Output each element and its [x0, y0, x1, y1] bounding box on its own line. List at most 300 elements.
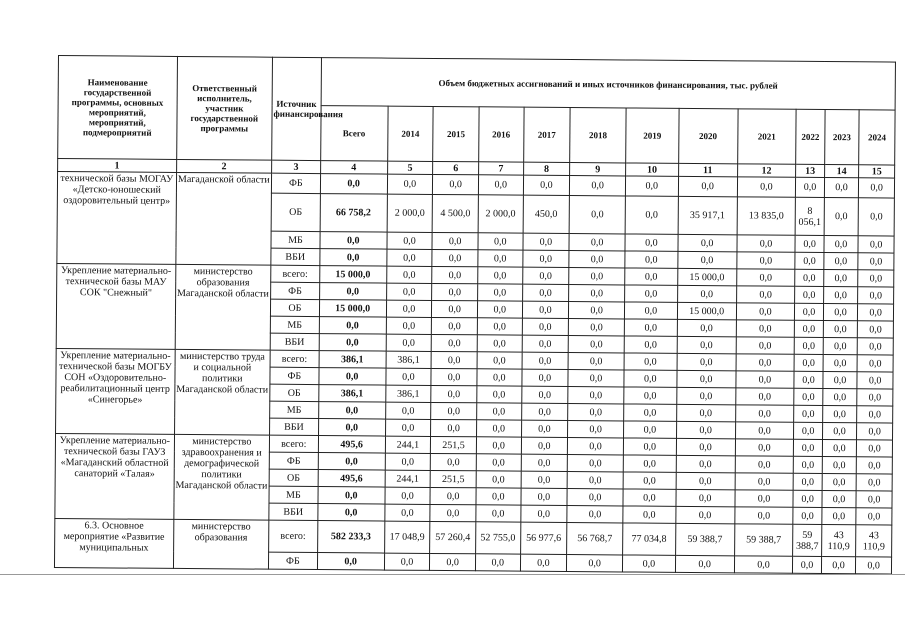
year-value-cell: 0,0 — [625, 268, 678, 285]
year-value-cell: 450,0 — [523, 195, 570, 233]
year-value-cell: 0,0 — [793, 490, 822, 507]
year-value-cell: 244,1 — [385, 436, 431, 453]
year-value-cell: 0,0 — [736, 303, 795, 320]
total-cell: 0,0 — [320, 232, 387, 250]
budget-table-page — [54, 55, 896, 582]
year-value-cell: 0,0 — [822, 508, 857, 525]
year-value-cell: 0,0 — [793, 473, 822, 490]
year-value-cell: 0,0 — [856, 457, 892, 474]
year-value-cell: 0,0 — [567, 489, 623, 506]
source-cell: всего: — [269, 520, 318, 552]
year-value-cell: 386,1 — [385, 385, 431, 402]
year-value-cell: 0,0 — [386, 249, 432, 266]
year-value-cell: 0,0 — [735, 490, 794, 507]
source-cell: ФБ — [271, 173, 320, 193]
header-year-cell: 2014 — [387, 106, 433, 161]
header-total-cell: Всего — [320, 106, 387, 162]
year-value-cell: 0,0 — [477, 318, 522, 335]
year-value-cell: 0,0 — [431, 453, 477, 470]
year-value-cell: 0,0 — [623, 489, 676, 506]
year-value-cell: 0,0 — [858, 236, 894, 253]
source-cell: ОБ — [270, 384, 319, 401]
year-value-cell: 52 755,0 — [476, 522, 521, 554]
year-value-cell: 43 110,9 — [856, 525, 892, 557]
year-value-cell: 0,0 — [622, 555, 675, 572]
year-value-cell: 0,0 — [623, 472, 676, 489]
year-value-cell: 0,0 — [793, 507, 822, 524]
source-cell: ФБ — [269, 452, 318, 469]
year-value-cell: 0,0 — [678, 234, 737, 251]
year-value-cell: 0,0 — [677, 336, 736, 353]
executor-cell: Магаданской области — [176, 172, 272, 265]
year-value-cell: 0,0 — [387, 232, 433, 249]
executor-cell: министерство образования — [173, 519, 269, 569]
year-value-cell: 0,0 — [569, 234, 625, 251]
year-value-cell: 0,0 — [823, 389, 858, 406]
year-value-cell: 0,0 — [476, 454, 521, 471]
column-number: 2 — [176, 159, 271, 173]
column-number: 10 — [626, 163, 679, 176]
year-value-cell: 56 768,7 — [567, 523, 623, 555]
year-value-cell: 0,0 — [676, 489, 735, 506]
year-value-cell: 0,0 — [623, 421, 676, 438]
source-cell: ВБИ — [270, 333, 319, 350]
year-value-cell: 0,0 — [569, 268, 625, 285]
year-value-cell: 0,0 — [623, 438, 676, 455]
year-value-cell: 0,0 — [569, 196, 625, 234]
total-cell: 0,0 — [320, 174, 387, 195]
year-value-cell: 15 000,0 — [677, 268, 736, 285]
year-value-cell: 0,0 — [385, 402, 431, 419]
year-value-cell: 0,0 — [386, 300, 432, 317]
year-value-cell: 0,0 — [521, 454, 568, 471]
year-value-cell: 0,0 — [736, 269, 795, 286]
year-value-cell: 0,0 — [624, 370, 677, 387]
year-value-cell: 0,0 — [521, 386, 568, 403]
year-value-cell: 0,0 — [794, 422, 823, 439]
year-value-cell: 4 500,0 — [432, 194, 478, 232]
year-value-cell: 0,0 — [431, 351, 477, 368]
column-number: 15 — [859, 165, 895, 178]
total-cell: 582 233,3 — [317, 521, 384, 554]
header-year-cell: 2020 — [678, 108, 737, 163]
year-value-cell: 0,0 — [624, 302, 677, 319]
header-year-cell: 2024 — [859, 110, 895, 165]
year-value-cell: 0,0 — [520, 505, 567, 522]
year-value-cell: 59 388,7 — [734, 524, 793, 556]
year-value-cell: 0,0 — [431, 368, 477, 385]
year-value-cell: 0,0 — [623, 506, 676, 523]
year-value-cell: 2 000,0 — [478, 195, 523, 233]
year-value-cell: 0,0 — [384, 504, 430, 521]
total-cell: 495,6 — [318, 470, 385, 488]
year-value-cell: 0,0 — [795, 269, 824, 286]
year-value-cell: 0,0 — [857, 389, 893, 406]
year-value-cell: 0,0 — [385, 453, 431, 470]
year-value-cell: 0,0 — [478, 267, 523, 284]
year-value-cell: 0,0 — [676, 421, 735, 438]
year-value-cell: 0,0 — [736, 354, 795, 371]
total-cell: 0,0 — [319, 317, 386, 335]
year-value-cell: 0,0 — [857, 406, 893, 423]
column-number: 9 — [570, 163, 626, 176]
year-value-cell: 0,0 — [521, 488, 568, 505]
year-value-cell: 0,0 — [477, 369, 522, 386]
year-value-cell: 0,0 — [625, 285, 678, 302]
year-value-cell: 0,0 — [568, 387, 624, 404]
year-value-cell: 0,0 — [735, 388, 794, 405]
year-value-cell: 57 260,4 — [430, 521, 476, 553]
year-value-cell: 0,0 — [859, 178, 895, 198]
budget-allocation-table — [54, 55, 896, 575]
year-value-cell: 0,0 — [568, 336, 624, 353]
year-value-cell: 0,0 — [858, 270, 894, 287]
year-value-cell: 0,0 — [568, 353, 624, 370]
year-value-cell: 0,0 — [568, 404, 624, 421]
column-number: 3 — [272, 160, 321, 173]
year-value-cell: 0,0 — [522, 267, 569, 284]
source-cell: ФБ — [268, 552, 317, 569]
year-value-cell: 0,0 — [794, 354, 823, 371]
year-value-cell: 2 000,0 — [387, 194, 433, 232]
year-value-cell: 0,0 — [523, 175, 570, 195]
total-cell: 0,0 — [319, 283, 386, 301]
year-value-cell: 0,0 — [567, 555, 623, 572]
column-number: 6 — [433, 161, 479, 174]
year-value-cell: 0,0 — [736, 252, 795, 269]
year-value-cell: 0,0 — [822, 457, 857, 474]
header-source-cell: Источник финансирования — [272, 57, 321, 160]
total-cell: 0,0 — [318, 419, 385, 437]
year-value-cell: 0,0 — [522, 301, 569, 318]
column-number: 7 — [478, 162, 523, 175]
source-cell: ФБ — [270, 367, 319, 384]
year-value-cell: 0,0 — [678, 251, 737, 268]
year-value-cell: 0,0 — [522, 335, 569, 352]
year-value-cell: 0,0 — [476, 420, 521, 437]
year-value-cell: 0,0 — [823, 372, 858, 389]
year-value-cell: 0,0 — [433, 174, 479, 194]
year-value-cell: 0,0 — [384, 553, 430, 570]
measure-name-cell: Укрепление материально-технической базы МОГБУ СОН «Оздоровительно-реабилитационный центр «Синегорье» — [56, 348, 175, 434]
year-value-cell: 0,0 — [432, 266, 478, 283]
year-value-cell: 0,0 — [736, 286, 795, 303]
header-year-cell: 2015 — [433, 106, 479, 161]
column-number: 8 — [523, 162, 570, 175]
column-number: 14 — [824, 165, 859, 178]
year-value-cell: 0,0 — [430, 487, 476, 504]
source-cell: всего: — [269, 435, 318, 452]
year-value-cell: 0,0 — [678, 176, 737, 196]
year-value-cell: 0,0 — [477, 352, 522, 369]
total-cell: 0,0 — [318, 453, 385, 471]
total-cell: 386,1 — [318, 385, 385, 403]
header-year-cell: 2021 — [737, 109, 796, 164]
year-value-cell: 0,0 — [569, 319, 625, 336]
year-value-cell: 56 977,6 — [520, 522, 567, 554]
year-value-cell: 0,0 — [822, 491, 857, 508]
year-value-cell: 0,0 — [824, 253, 859, 270]
year-value-cell: 0,0 — [858, 253, 894, 270]
total-cell: 15 000,0 — [319, 300, 386, 318]
year-value-cell: 0,0 — [478, 233, 523, 250]
year-value-cell: 0,0 — [794, 439, 823, 456]
year-value-cell: 244,1 — [385, 470, 431, 487]
header-year-cell: 2018 — [570, 108, 626, 163]
source-cell: ОБ — [271, 193, 320, 231]
year-value-cell: 0,0 — [431, 419, 477, 436]
year-value-cell: 0,0 — [734, 556, 793, 573]
year-value-cell: 0,0 — [821, 557, 856, 574]
year-value-cell: 0,0 — [857, 355, 893, 372]
measure-name-cell: Укрепление материально-технической базы МАУ СОК "Снежный" — [56, 263, 175, 349]
year-value-cell: 0,0 — [521, 369, 568, 386]
year-value-cell: 0,0 — [569, 285, 625, 302]
year-value-cell: 0,0 — [624, 319, 677, 336]
year-value-cell: 0,0 — [431, 402, 477, 419]
year-value-cell: 0,0 — [624, 387, 677, 404]
year-value-cell: 0,0 — [822, 406, 857, 423]
year-value-cell: 0,0 — [824, 198, 859, 236]
year-value-cell: 0,0 — [675, 555, 734, 572]
year-value-cell: 0,0 — [477, 386, 522, 403]
year-value-cell: 0,0 — [736, 337, 795, 354]
year-value-cell: 0,0 — [736, 320, 795, 337]
year-value-cell: 0,0 — [857, 338, 893, 355]
year-value-cell: 0,0 — [676, 472, 735, 489]
header-name-cell: Наименование государственной программы, основных мероприятий, мероприятий, подмероприятий — [58, 56, 177, 160]
year-value-cell: 386,1 — [386, 351, 432, 368]
column-number: 11 — [678, 163, 737, 176]
year-value-cell: 0,0 — [432, 232, 478, 249]
year-value-cell: 77 034,8 — [623, 523, 676, 555]
year-value-cell: 0,0 — [569, 302, 625, 319]
year-value-cell: 0,0 — [475, 554, 520, 571]
year-value-cell: 15 000,0 — [677, 302, 736, 319]
source-cell: ОБ — [270, 299, 319, 316]
year-value-cell: 0,0 — [521, 437, 568, 454]
year-value-cell: 0,0 — [568, 438, 624, 455]
year-value-cell: 0,0 — [625, 176, 678, 196]
year-value-cell: 0,0 — [522, 352, 569, 369]
total-cell: 0,0 — [319, 334, 386, 352]
year-value-cell: 0,0 — [823, 270, 858, 287]
page-edge-line — [0, 574, 905, 575]
year-value-cell: 0,0 — [677, 319, 736, 336]
total-cell: 386,1 — [319, 351, 386, 369]
year-value-cell: 59 388,7 — [793, 524, 822, 556]
year-value-cell: 0,0 — [676, 455, 735, 472]
year-value-cell: 0,0 — [478, 284, 523, 301]
year-value-cell: 0,0 — [624, 404, 677, 421]
year-value-cell: 0,0 — [823, 304, 858, 321]
year-value-cell: 0,0 — [567, 455, 623, 472]
year-value-cell: 0,0 — [735, 422, 794, 439]
header-year-cell: 2022 — [796, 109, 825, 164]
year-value-cell: 0,0 — [823, 321, 858, 338]
year-value-cell: 0,0 — [796, 177, 825, 197]
year-value-cell: 0,0 — [476, 471, 521, 488]
year-value-cell: 0,0 — [858, 304, 894, 321]
year-value-cell: 17 048,9 — [384, 521, 430, 553]
year-value-cell: 0,0 — [568, 370, 624, 387]
header-row-1 — [58, 56, 895, 111]
year-value-cell: 0,0 — [677, 370, 736, 387]
year-value-cell: 0,0 — [794, 405, 823, 422]
source-cell: ВБИ — [269, 503, 318, 520]
year-value-cell: 0,0 — [477, 301, 522, 318]
year-value-cell: 0,0 — [386, 266, 432, 283]
year-value-cell: 0,0 — [385, 487, 431, 504]
header-year-cell: 2023 — [824, 110, 859, 165]
year-value-cell: 0,0 — [795, 286, 824, 303]
year-value-cell: 0,0 — [386, 283, 432, 300]
year-value-cell: 0,0 — [822, 440, 857, 457]
year-value-cell: 13 835,0 — [737, 197, 796, 235]
year-value-cell: 0,0 — [523, 233, 570, 250]
year-value-cell: 0,0 — [476, 437, 521, 454]
year-value-cell: 0,0 — [676, 438, 735, 455]
year-value-cell: 0,0 — [521, 471, 568, 488]
year-value-cell: 0,0 — [676, 506, 735, 523]
year-value-cell: 0,0 — [386, 334, 432, 351]
header-year-cell: 2017 — [523, 107, 570, 162]
year-value-cell: 0,0 — [822, 474, 857, 491]
year-value-cell: 0,0 — [858, 198, 894, 236]
year-value-cell: 0,0 — [387, 174, 433, 194]
year-value-cell: 59 388,7 — [675, 523, 734, 555]
year-value-cell: 0,0 — [522, 284, 569, 301]
total-cell: 0,0 — [319, 368, 386, 386]
table-body — [54, 56, 895, 575]
year-value-cell: 0,0 — [478, 175, 523, 195]
year-value-cell: 0,0 — [858, 287, 894, 304]
year-value-cell: 0,0 — [735, 405, 794, 422]
year-value-cell: 0,0 — [795, 320, 824, 337]
total-cell: 0,0 — [318, 402, 385, 420]
year-value-cell: 0,0 — [857, 423, 893, 440]
year-value-cell: 0,0 — [431, 334, 477, 351]
year-value-cell: 0,0 — [386, 368, 432, 385]
year-value-cell: 0,0 — [735, 456, 794, 473]
year-value-cell: 0,0 — [795, 303, 824, 320]
total-cell: 0,0 — [317, 553, 384, 571]
measure-name-cell: технической базы МОГАУ «Детско-юношеский оздоровительный центр» — [57, 172, 176, 265]
year-value-cell: 0,0 — [737, 177, 796, 197]
total-cell: 495,6 — [318, 436, 385, 454]
year-value-cell: 0,0 — [735, 473, 794, 490]
year-value-cell: 0,0 — [823, 355, 858, 372]
year-value-cell: 0,0 — [735, 439, 794, 456]
source-cell: МБ — [270, 401, 319, 418]
year-value-cell: 0,0 — [856, 491, 892, 508]
year-value-cell: 0,0 — [569, 251, 625, 268]
header-year-cell: 2016 — [479, 107, 524, 162]
year-value-cell: 0,0 — [793, 556, 822, 573]
year-value-cell: 0,0 — [625, 196, 678, 234]
year-value-cell: 0,0 — [385, 419, 431, 436]
column-number: 1 — [58, 159, 177, 173]
total-cell: 0,0 — [320, 249, 387, 267]
year-value-cell: 0,0 — [477, 335, 522, 352]
year-value-cell: 0,0 — [676, 404, 735, 421]
year-value-cell: 0,0 — [624, 353, 677, 370]
year-value-cell: 0,0 — [432, 300, 478, 317]
source-cell: всего: — [270, 350, 319, 367]
header-volume-cell: Объем бюджетных ассигнований и иных источников финансирования, тыс. рублей — [321, 58, 896, 111]
column-number: 5 — [387, 161, 433, 174]
year-value-cell: 0,0 — [737, 235, 796, 252]
year-value-cell: 251,5 — [431, 436, 477, 453]
year-value-cell: 0,0 — [795, 252, 824, 269]
year-value-cell: 0,0 — [856, 557, 892, 574]
year-value-cell: 0,0 — [857, 372, 893, 389]
year-value-cell: 0,0 — [624, 336, 677, 353]
year-value-cell: 0,0 — [677, 285, 736, 302]
year-value-cell: 0,0 — [570, 176, 626, 196]
year-value-cell: 0,0 — [432, 317, 478, 334]
source-cell: МБ — [270, 316, 319, 333]
year-value-cell: 0,0 — [735, 371, 794, 388]
year-value-cell: 0,0 — [522, 250, 569, 267]
year-value-cell: 8 056,1 — [795, 197, 824, 235]
year-value-cell: 0,0 — [734, 507, 793, 524]
total-cell: 0,0 — [318, 487, 385, 505]
year-value-cell: 0,0 — [794, 388, 823, 405]
year-value-cell: 0,0 — [856, 474, 892, 491]
header-year-cell: 2019 — [626, 108, 679, 163]
year-value-cell: 0,0 — [386, 317, 432, 334]
year-value-cell: 0,0 — [824, 236, 859, 253]
year-value-cell: 0,0 — [478, 250, 523, 267]
year-value-cell: 0,0 — [856, 508, 892, 525]
source-cell: всего: — [271, 265, 320, 282]
year-value-cell: 0,0 — [676, 387, 735, 404]
year-value-cell: 0,0 — [823, 287, 858, 304]
year-value-cell: 0,0 — [521, 403, 568, 420]
year-value-cell: 0,0 — [567, 506, 623, 523]
year-value-cell: 0,0 — [795, 235, 824, 252]
year-value-cell: 0,0 — [477, 403, 522, 420]
source-cell: МБ — [271, 231, 320, 248]
year-value-cell: 0,0 — [824, 178, 859, 198]
measure-name-cell: Укрепление материально-технической базы ГАУЗ «Магаданский областной санаторий «Талая» — [55, 433, 174, 519]
year-value-cell: 0,0 — [520, 554, 567, 571]
year-value-cell: 0,0 — [858, 321, 894, 338]
total-cell: 66 758,2 — [320, 194, 387, 233]
year-value-cell: 0,0 — [476, 488, 521, 505]
year-value-cell: 0,0 — [568, 421, 624, 438]
year-value-cell: 0,0 — [521, 420, 568, 437]
executor-cell: министерство труда и социальной политики Магаданской области — [174, 349, 270, 435]
total-cell: 0,0 — [318, 504, 385, 522]
year-value-cell: 0,0 — [794, 456, 823, 473]
year-value-cell: 0,0 — [794, 371, 823, 388]
year-value-cell: 0,0 — [857, 440, 893, 457]
source-cell: ВБИ — [270, 418, 319, 435]
column-number: 4 — [320, 161, 387, 175]
year-value-cell: 0,0 — [432, 249, 478, 266]
year-value-cell: 0,0 — [522, 318, 569, 335]
year-value-cell: 251,5 — [430, 470, 476, 487]
year-value-cell: 0,0 — [625, 251, 678, 268]
table-row — [55, 518, 892, 557]
source-cell: ВБИ — [271, 248, 320, 265]
source-cell: ФБ — [271, 282, 320, 299]
year-value-cell: 0,0 — [432, 283, 478, 300]
year-value-cell: 0,0 — [476, 505, 521, 522]
measure-name-cell: 6.3. Основное мероприятие «Развитие муниципальных — [54, 518, 173, 568]
